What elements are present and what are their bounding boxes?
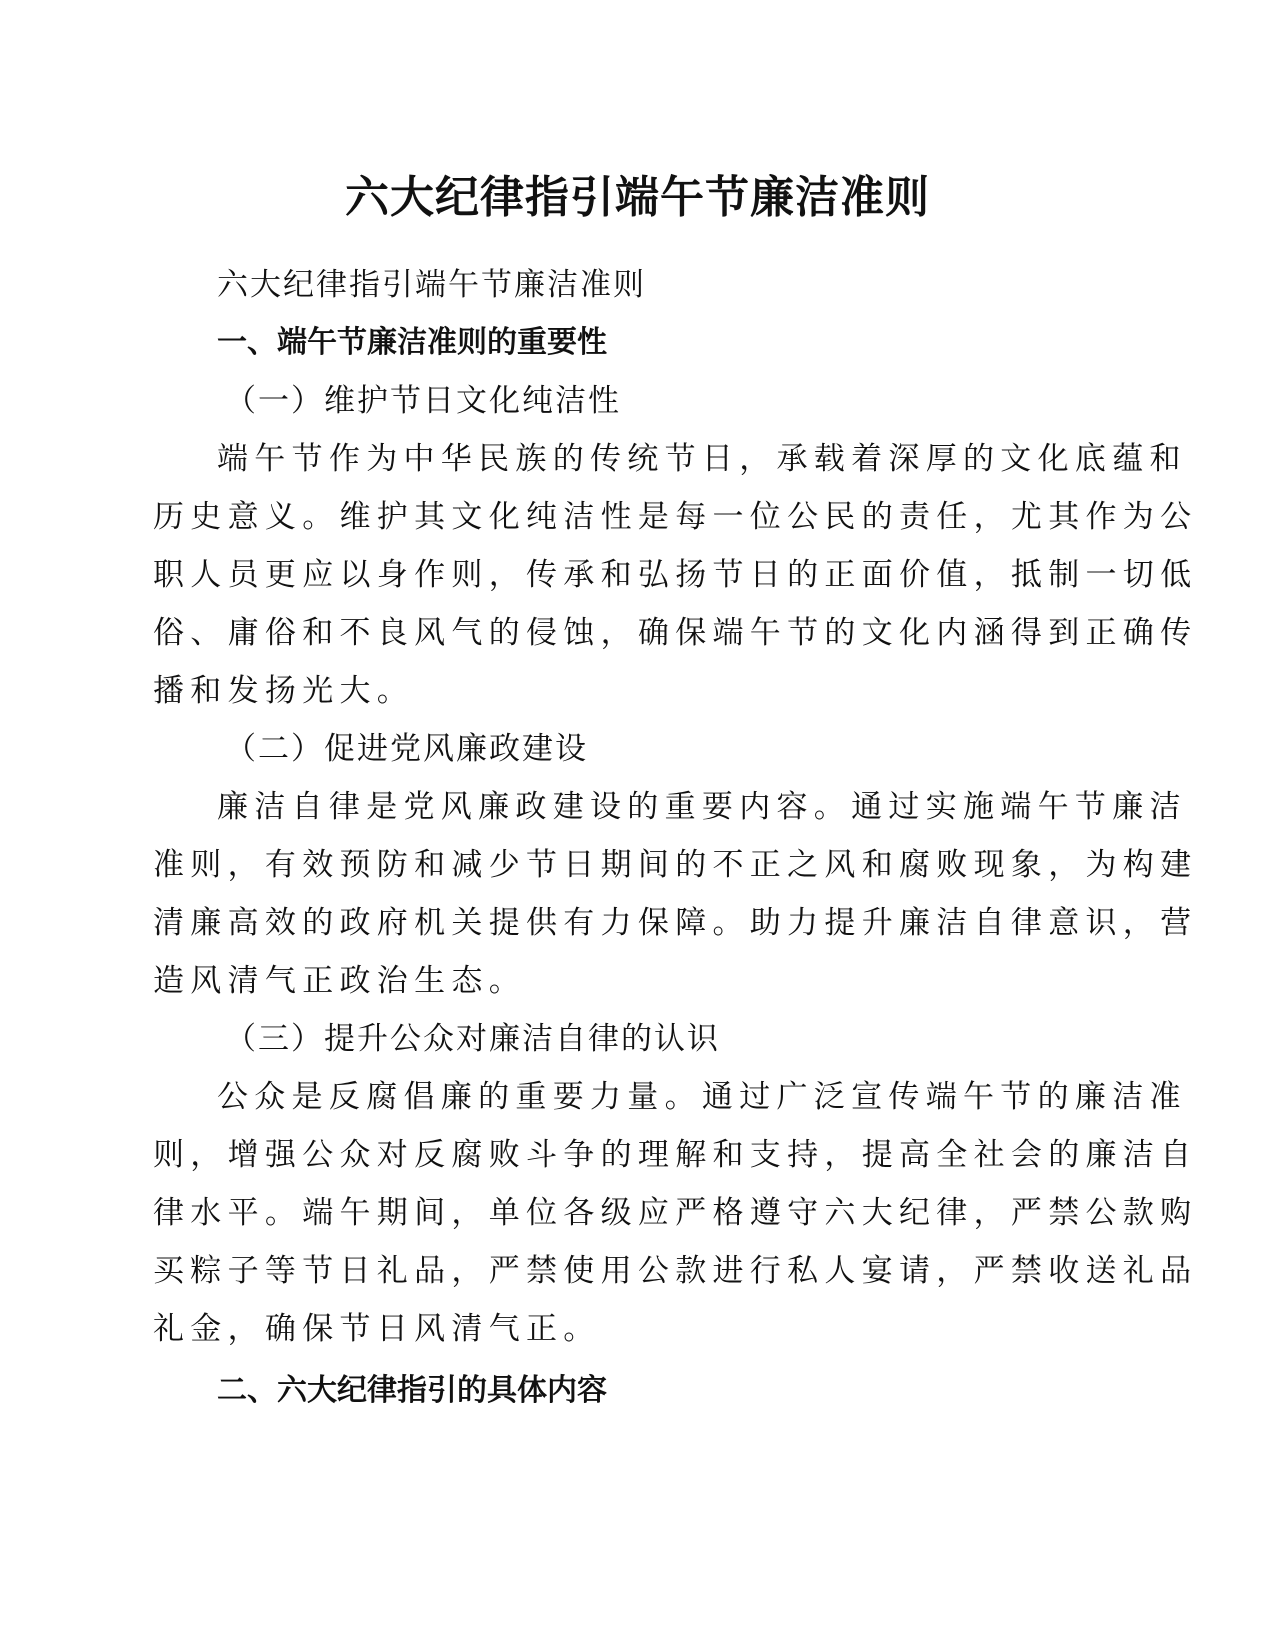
- document-subtitle: 六大纪律指引端午节廉洁准则: [217, 267, 646, 303]
- paragraph-line: 播和发扬光大。: [153, 673, 415, 709]
- paragraph-line: 则，增强公众对反腐败斗争的理解和支持，提高全社会的廉洁自: [153, 1137, 1198, 1173]
- paragraph-line: 端午节作为中华民族的传统节日，承载着深厚的文化底蕴和: [217, 441, 1187, 477]
- paragraph-line: 清廉高效的政府机关提供有力保障。助力提升廉洁自律意识，营: [153, 905, 1198, 941]
- paragraph-line: 职人员更应以身作则，传承和弘扬节日的正面价值，抵制一切低: [153, 557, 1198, 593]
- paragraph-line: 俗、庸俗和不良风气的侵蚀，确保端午节的文化内涵得到正确传: [153, 615, 1198, 651]
- section-heading-1: 一、端午节廉洁准则的重要性: [217, 325, 607, 360]
- paragraph-line: 准则，有效预防和减少节日期间的不正之风和腐败现象，为构建: [153, 847, 1198, 883]
- paragraph-line: 历史意义。维护其文化纯洁性是每一位公民的责任，尤其作为公: [153, 499, 1198, 535]
- paragraph-line: 廉洁自律是党风廉政建设的重要内容。通过实施端午节廉洁: [217, 789, 1187, 825]
- paragraph-line: 公众是反腐倡廉的重要力量。通过广泛宣传端午节的廉洁准: [217, 1079, 1187, 1115]
- subsection-heading-1: （一）维护节日文化纯洁性: [225, 383, 621, 419]
- document-body: [153, 256, 1198, 1420]
- paragraph-1: [153, 430, 1198, 720]
- subsection-heading-2: （二）促进党风廉政建设: [225, 731, 588, 767]
- paragraph-line: 买粽子等节日礼品，严禁使用公款进行私人宴请，严禁收送礼品: [153, 1253, 1198, 1289]
- paragraph-2: [153, 778, 1198, 1010]
- document-title: 六大纪律指引端午节廉洁准则: [345, 172, 930, 223]
- paragraph-line: 礼金，确保节日风清气正。: [153, 1311, 601, 1347]
- subsection-heading-3: （三）提升公众对廉洁自律的认识: [225, 1021, 720, 1057]
- paragraph-line: 律水平。端午期间，单位各级应严格遵守六大纪律，严禁公款购: [153, 1195, 1198, 1231]
- paragraph-line: 造风清气正政治生态。: [153, 963, 526, 999]
- section-heading-2: 二、六大纪律指引的具体内容: [217, 1373, 607, 1408]
- paragraph-3: [153, 1068, 1198, 1358]
